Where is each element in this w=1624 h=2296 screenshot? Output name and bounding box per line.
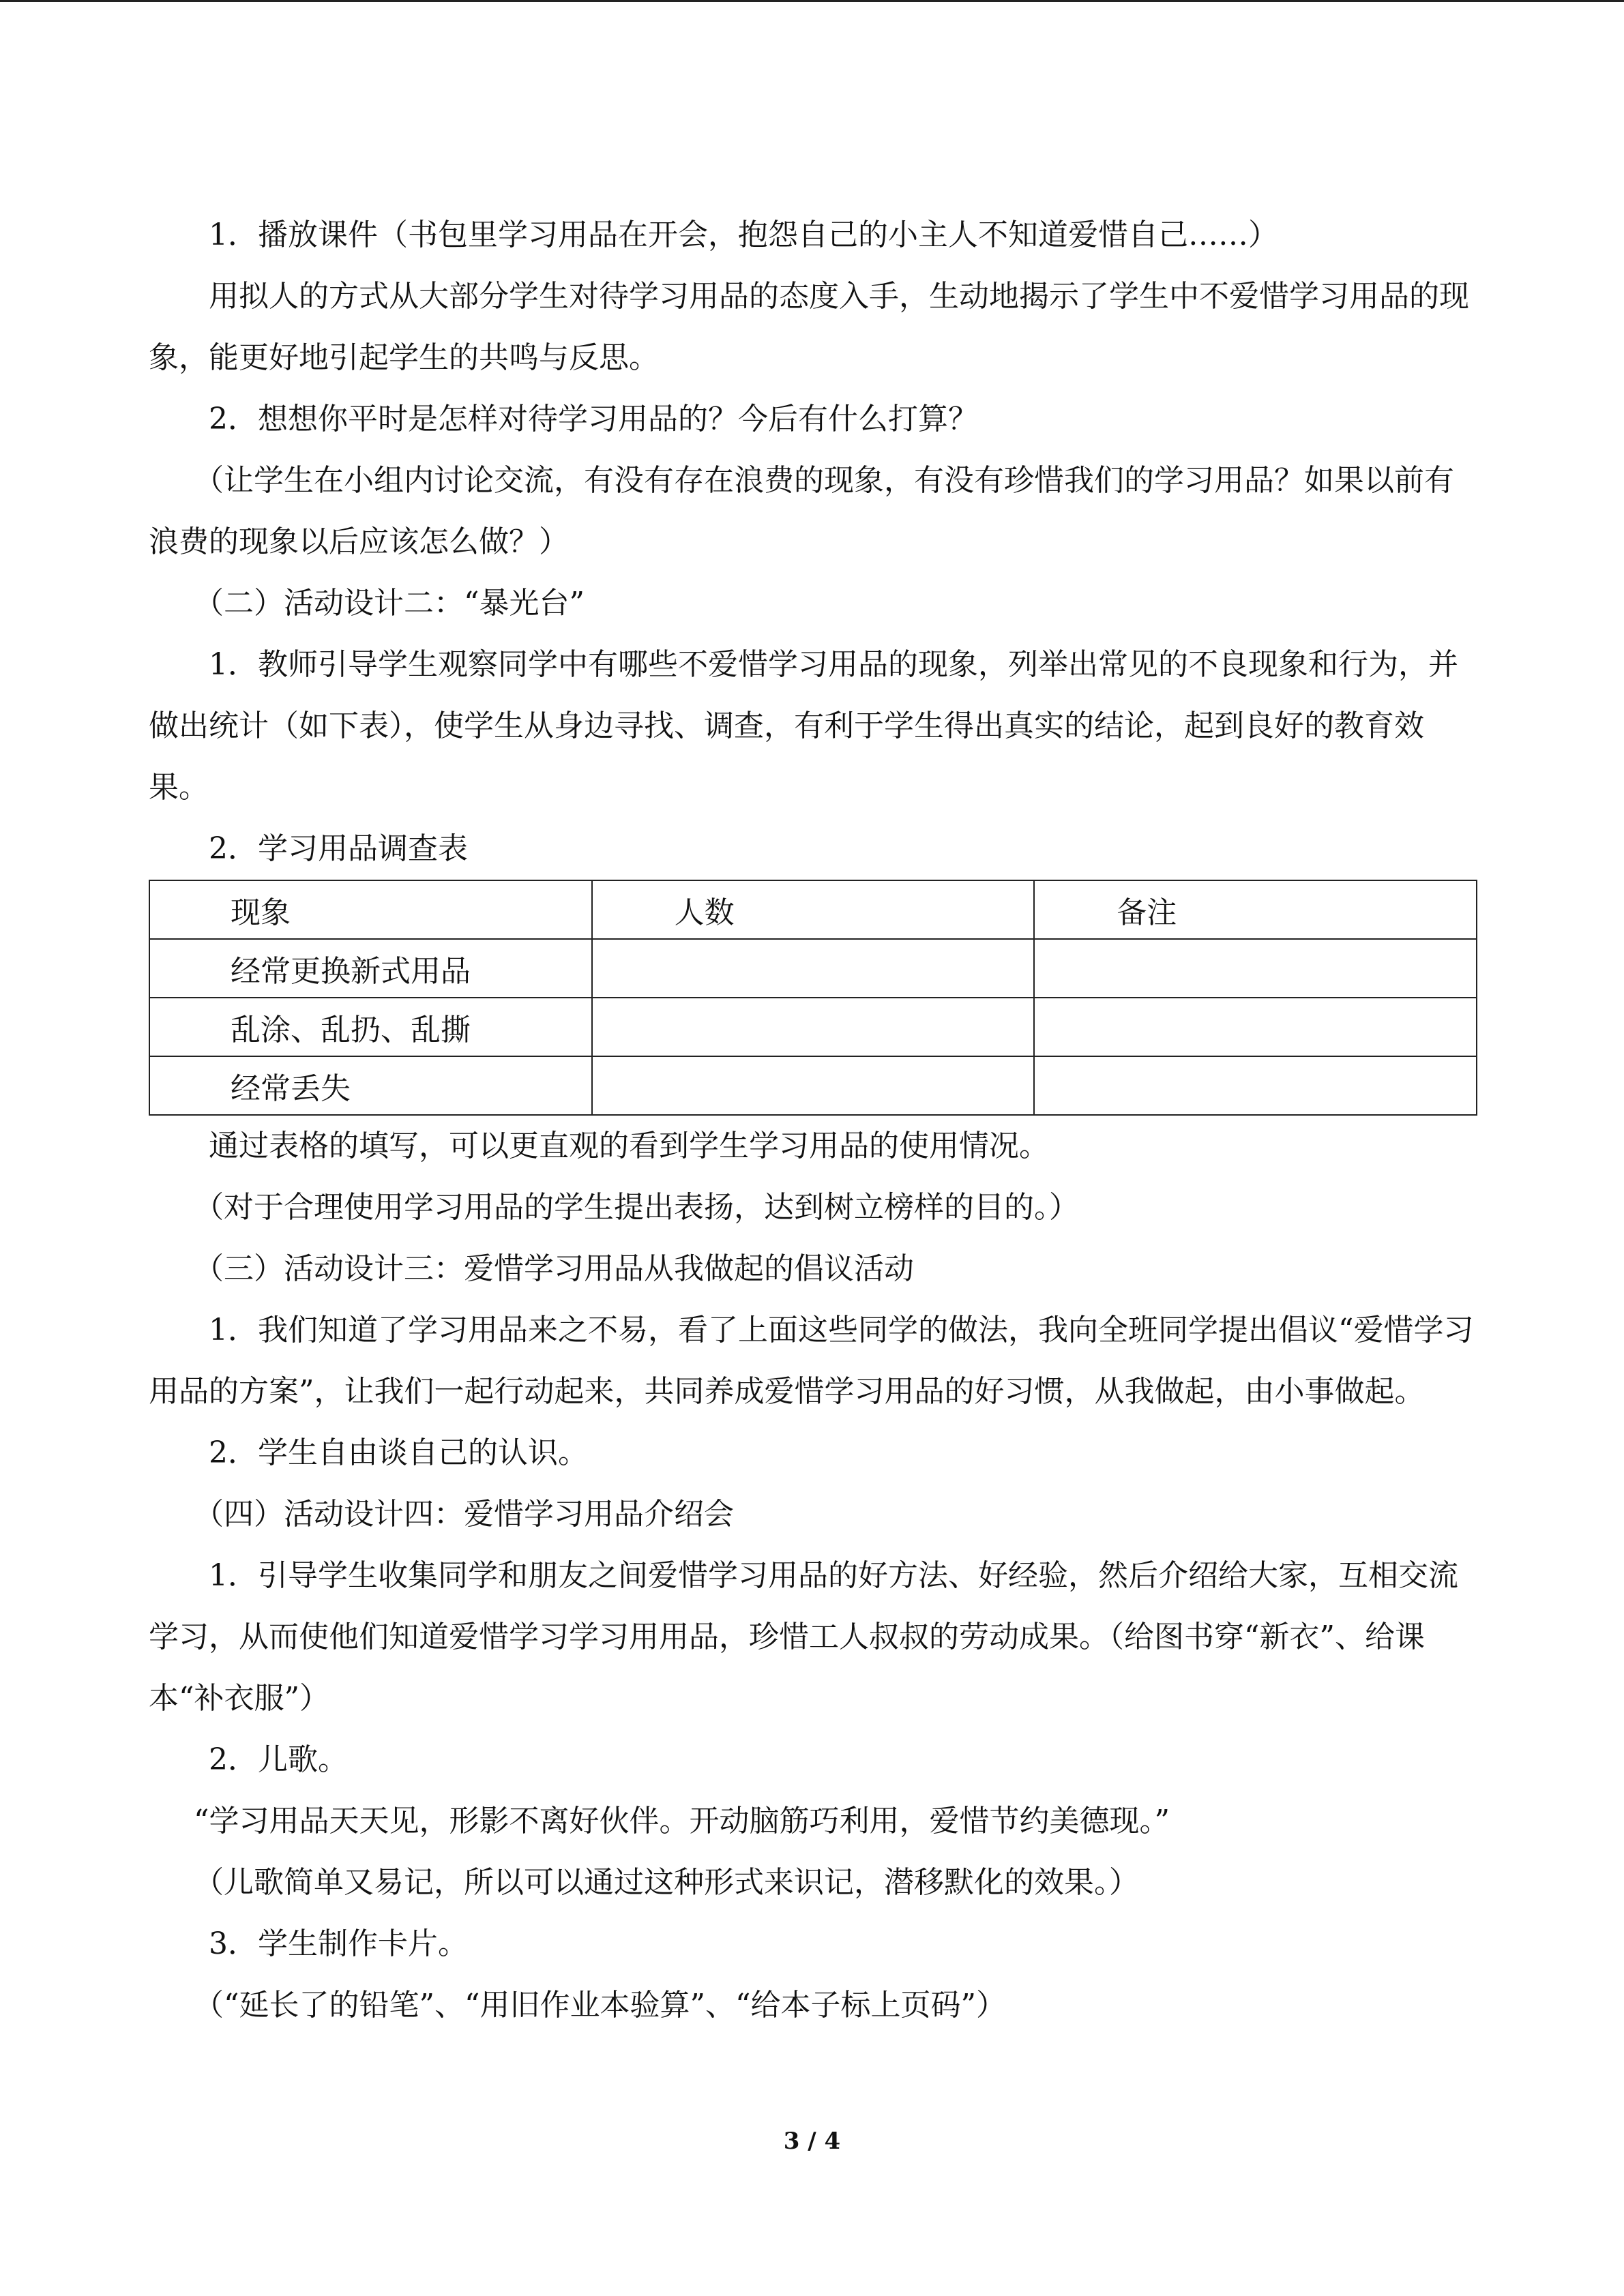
paragraph: （三）活动设计三：爱惜学习用品从我做起的倡议活动 (194, 1251, 914, 1286)
paragraph: 2．学习用品调查表 (209, 831, 468, 866)
table-cell: 经常更换新式用品 (149, 939, 592, 998)
paragraph: 2．想想你平时是怎样对待学习用品的？今后有什么打算？ (209, 402, 978, 436)
table-row (149, 1056, 1477, 1115)
table-header-cell: 备注 (1034, 880, 1477, 939)
table-cell: 经常丢失 (149, 1056, 592, 1115)
page-number: 3 / 4 (783, 2128, 841, 2155)
paragraph: 通过表格的填写，可以更直观的看到学生学习用品的使用情况。 (209, 1129, 1049, 1163)
paragraph: （四）活动设计四：爱惜学习用品介绍会 (194, 1497, 734, 1532)
table-row (149, 998, 1477, 1056)
survey-table (149, 880, 1477, 1116)
table-header-cell: 现象 (149, 880, 592, 939)
table-header-row (149, 880, 1477, 939)
table-cell (592, 998, 1035, 1056)
top-border-line (0, 0, 1624, 2)
paragraphs-top (149, 205, 1476, 880)
paragraph: （让学生在小组内讨论交流，有没有存在浪费的现象，有没有珍惜我们的学习用品？如果以前有浪费的现象以后应该怎么做？） (149, 463, 1454, 559)
paragraph: （对于合理使用学习用品的学生提出表扬，达到树立榜样的目的。） (194, 1190, 1079, 1225)
table-cell: 乱涂、乱扔、乱撕 (149, 998, 592, 1056)
paragraph: 1．我们知道了学习用品来之不易，看了上面这些同学的做法，我向全班同学提出倡议“爱惜学习用品的方案”，让我们一起行动起来，共同养成爱惜学习用品的好习惯，从我做起，由小事做起。 (149, 1313, 1474, 1409)
table-header-cell: 人数 (592, 880, 1035, 939)
document-page (149, 205, 1476, 2036)
paragraph: 1．引导学生收集同学和朋友之间爱惜学习用品的好方法、好经验，然后介绍给大家，互相交流学习，从而使他们知道爱惜学习学习用用品，珍惜工人叔叔的劳动成果。（给图书穿“新衣”、给课本“补衣服”） (149, 1558, 1458, 1716)
paragraphs-bottom (149, 1116, 1476, 2036)
paragraph: （“延长了的铅笔”、“用旧作业本验算”、“给本子标上页码”） (194, 1988, 1006, 2023)
paragraph: （儿歌简单又易记，所以可以通过这种形式来识记，潜移默化的效果。） (194, 1865, 1139, 1900)
paragraph: 1．播放课件（书包里学习用品在开会，抱怨自己的小主人不知道爱惜自己……） (209, 218, 1278, 252)
table-cell (1034, 939, 1477, 998)
table-cell (1034, 1056, 1477, 1115)
paragraph: 用拟人的方式从大部分学生对待学习用品的态度入手，生动地揭示了学生中不爱惜学习用品的现象，能更好地引起学生的共鸣与反思。 (149, 279, 1469, 375)
table-cell (1034, 998, 1477, 1056)
table-cell (592, 939, 1035, 998)
paragraph: “学习用品天天见，形影不离好伙伴。开动脑筋巧利用，爱惜节约美德现。” (194, 1804, 1170, 1838)
paragraph: 3．学生制作卡片。 (209, 1926, 468, 1961)
table-row (149, 939, 1477, 998)
paragraph: 2．学生自由谈自己的认识。 (209, 1435, 588, 1470)
table-cell (592, 1056, 1035, 1115)
paragraph: （二）活动设计二：“暴光台” (194, 586, 585, 621)
paragraph: 1．教师引导学生观察同学中有哪些不爱惜学习用品的现象，列举出常见的不良现象和行为，并做出统计（如下表），使学生从身边寻找、调查，有利于学生得出真实的结论，起到良好的教育效果。 (149, 647, 1458, 805)
paragraph: 2．儿歌。 (209, 1742, 348, 1777)
